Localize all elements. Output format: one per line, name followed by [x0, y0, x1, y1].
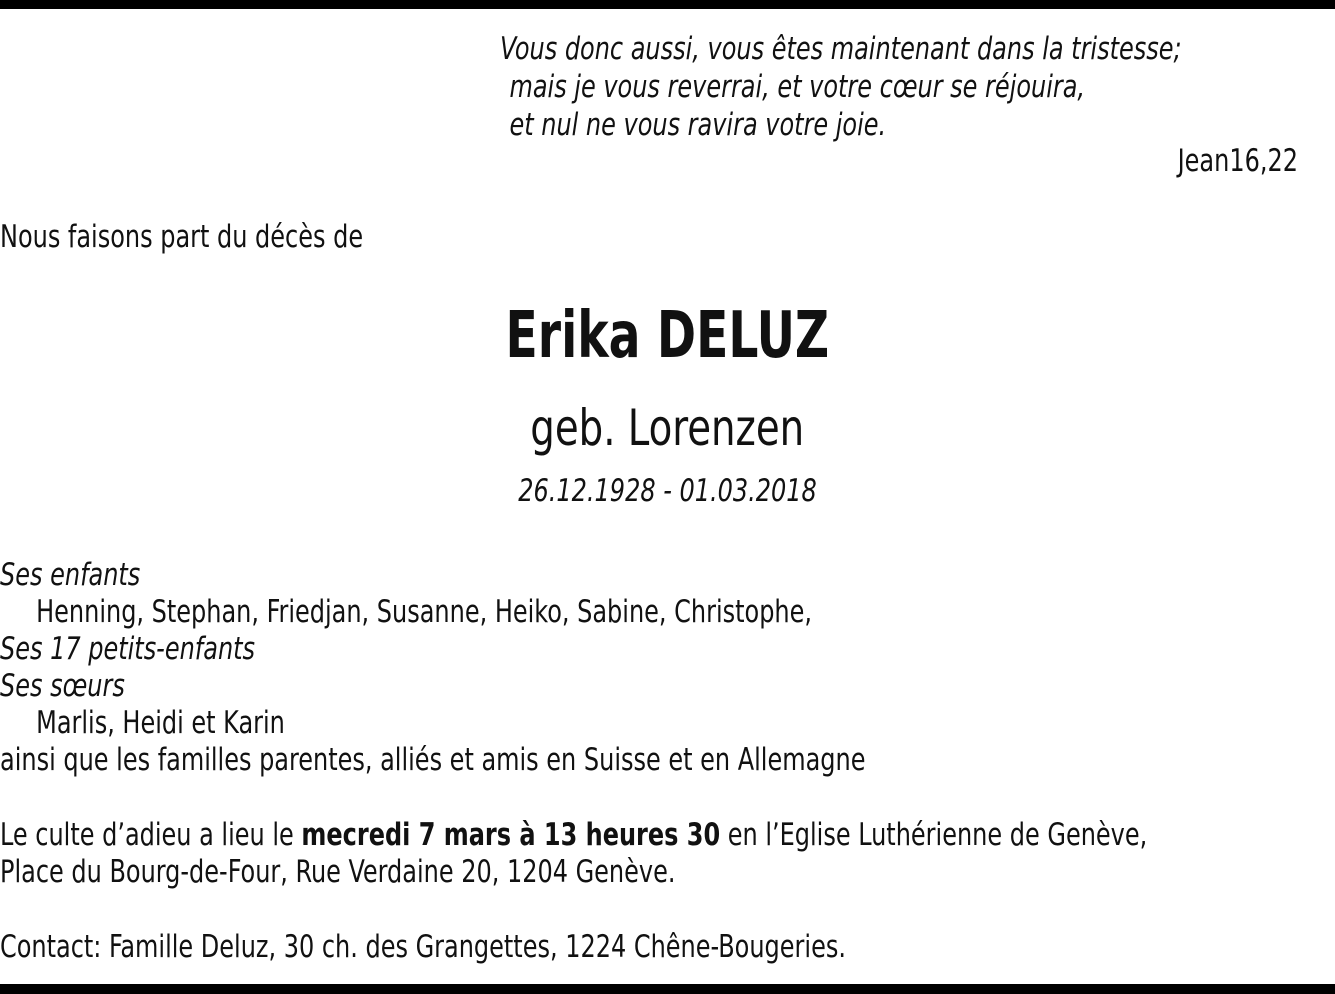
service-address: Place du Bourg-de-Four, Rue Verdaine 20, 1204 Genève.	[0, 854, 676, 890]
service-prefix: Le culte d’adieu a lieu le	[0, 817, 302, 853]
quote-line: et nul ne vous ravira votre joie.	[509, 107, 887, 143]
sisters-names: Marlis, Heidi et Karin	[36, 705, 285, 741]
bible-quote	[500, 30, 1214, 144]
grandchildren-heading: Ses 17 petits-enfants	[0, 631, 256, 667]
life-dates	[0, 472, 1335, 510]
service-datetime: mecredi 7 mars à 13 heures 30	[301, 817, 721, 853]
children-heading: Ses enfants	[0, 557, 141, 593]
children-names: Henning, Stephan, Friedjan, Susanne, Heiko, Sabine, Christophe,	[36, 594, 813, 630]
deceased-name-text: Erika DELUZ	[505, 299, 830, 373]
contact-info: Contact: Famille Deluz, 30 ch. des Grangettes, 1224 Chêne-Bougeries.	[0, 929, 846, 965]
sisters-heading: Ses sœurs	[0, 668, 125, 704]
quote-line: Vous donc aussi, vous êtes maintenant dans la tristesse;	[500, 31, 1182, 67]
bottom-border-rule	[0, 984, 1335, 994]
life-dates-text: 26.12.1928 - 01.03.2018	[518, 473, 817, 509]
announcement-intro: Nous faisons part du décès de	[0, 219, 364, 255]
birth-name-text: geb. Lorenzen	[530, 399, 805, 457]
service-suffix: en l’Eglise Luthérienne de Genève,	[720, 817, 1148, 853]
birth-name	[0, 396, 1335, 460]
extended-family: ainsi que les familles parentes, alliés et amis en Suisse et en Allemagne	[0, 742, 866, 778]
deceased-name	[0, 296, 1335, 376]
top-border-rule	[0, 0, 1335, 9]
quote-reference: Jean16,22	[1177, 143, 1298, 179]
family-list	[0, 557, 865, 779]
service-info	[0, 817, 1147, 891]
quote-line: mais je vous reverrai, et votre cœur se réjouira,	[509, 69, 1086, 105]
service-line	[0, 817, 1147, 854]
